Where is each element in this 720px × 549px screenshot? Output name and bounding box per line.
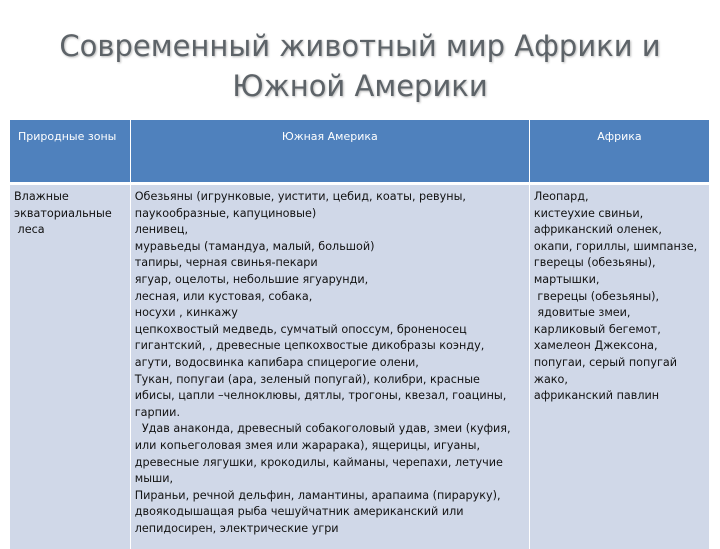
cell-south-america — [131, 185, 530, 549]
africa-line: гверецы (обезьяны), — [533, 256, 656, 270]
sa-line: носухи , кинкажу — [134, 306, 238, 320]
header-zones: Природные зоны — [10, 120, 131, 185]
sa-line: гарпии. — [134, 405, 180, 419]
title-line-1: Современный животный мир Африки и — [59, 29, 661, 63]
africa-line: окапи, гориллы, шимпанзе, — [533, 239, 698, 253]
africa-line: Леопард, — [533, 190, 589, 203]
sa-line: гигантский, , древесные цепкохвостые дикобразы коэнду, — [134, 339, 485, 353]
header-africa: Африка — [530, 120, 710, 185]
title-line-2: Южной Америки — [232, 69, 488, 103]
cell-africa — [530, 185, 710, 549]
slide-title — [10, 26, 710, 106]
sa-line: Пираньи, речной дельфин, ламантины, арапаима (пираруку), — [134, 488, 501, 502]
sa-line: паукообразные, капуциновые) — [134, 206, 317, 220]
africa-line: попугаи, серый попугай — [533, 355, 677, 369]
africa-line: африканский оленек, — [533, 223, 662, 237]
africa-line: гверецы (обезьяны), — [533, 289, 660, 303]
zone-line: Влажные — [14, 190, 69, 203]
sa-line: лепидосирен, электрические угри — [134, 521, 339, 535]
africa-line: карликовый бегемот, — [533, 322, 661, 336]
sa-line: двоякодышащая рыба чешуйчатник американский или — [134, 505, 464, 519]
cell-zone — [10, 185, 131, 549]
animals-table — [10, 120, 710, 549]
sa-line: Удав анаконда, древесный собакоголовый удав, змеи (куфия, — [134, 422, 511, 436]
sa-line: цепкохвостый медведь, сумчатый опоссум, броненосец — [134, 322, 467, 336]
africa-line: африканский павлин — [533, 389, 660, 403]
africa-line: мартышки, — [533, 272, 600, 286]
zone-line: леса — [14, 223, 45, 237]
sa-line: древесные лягушки, крокодилы, кайманы, черепахи, летучие — [134, 455, 503, 469]
sa-line: тапиры, черная свинья-пекари — [134, 256, 318, 270]
sa-line: мыши, — [134, 472, 174, 486]
table-header-row — [10, 120, 710, 185]
sa-line: ибисы, цапли –челноклювы, дятлы, трогоны, квезал, гоацины, — [134, 389, 507, 403]
sa-line: Тукан, попугаи (ара, зеленый попугай), колибри, красные — [134, 372, 480, 386]
africa-line: жако, — [533, 372, 568, 386]
sa-line: ленивец, — [134, 223, 189, 237]
zone-line: экваториальные — [14, 206, 112, 220]
sa-line: лесная, или кустовая, собака, — [134, 289, 313, 303]
sa-line: Обезьяны (игрунковые, уистити, цебид, коаты, ревуны, — [134, 190, 466, 203]
sa-line: муравьеды (тамандуа, малый, большой) — [134, 239, 375, 253]
sa-line: агути, водосвинка капибара спицерогие олени, — [134, 355, 419, 369]
africa-line: хамелеон Джексона, — [533, 339, 658, 353]
africa-line: ядовитые змеи, — [533, 306, 631, 320]
header-south-america: Южная Америка — [131, 120, 530, 185]
table-row — [10, 185, 710, 549]
sa-line: ягуар, оцелоты, небольшие ягуарунди, — [134, 272, 369, 286]
sa-line: или копьеголовая змея или жарарака), ящерицы, игуаны, — [134, 438, 481, 452]
africa-line: кистеухие свиньи, — [533, 206, 644, 220]
